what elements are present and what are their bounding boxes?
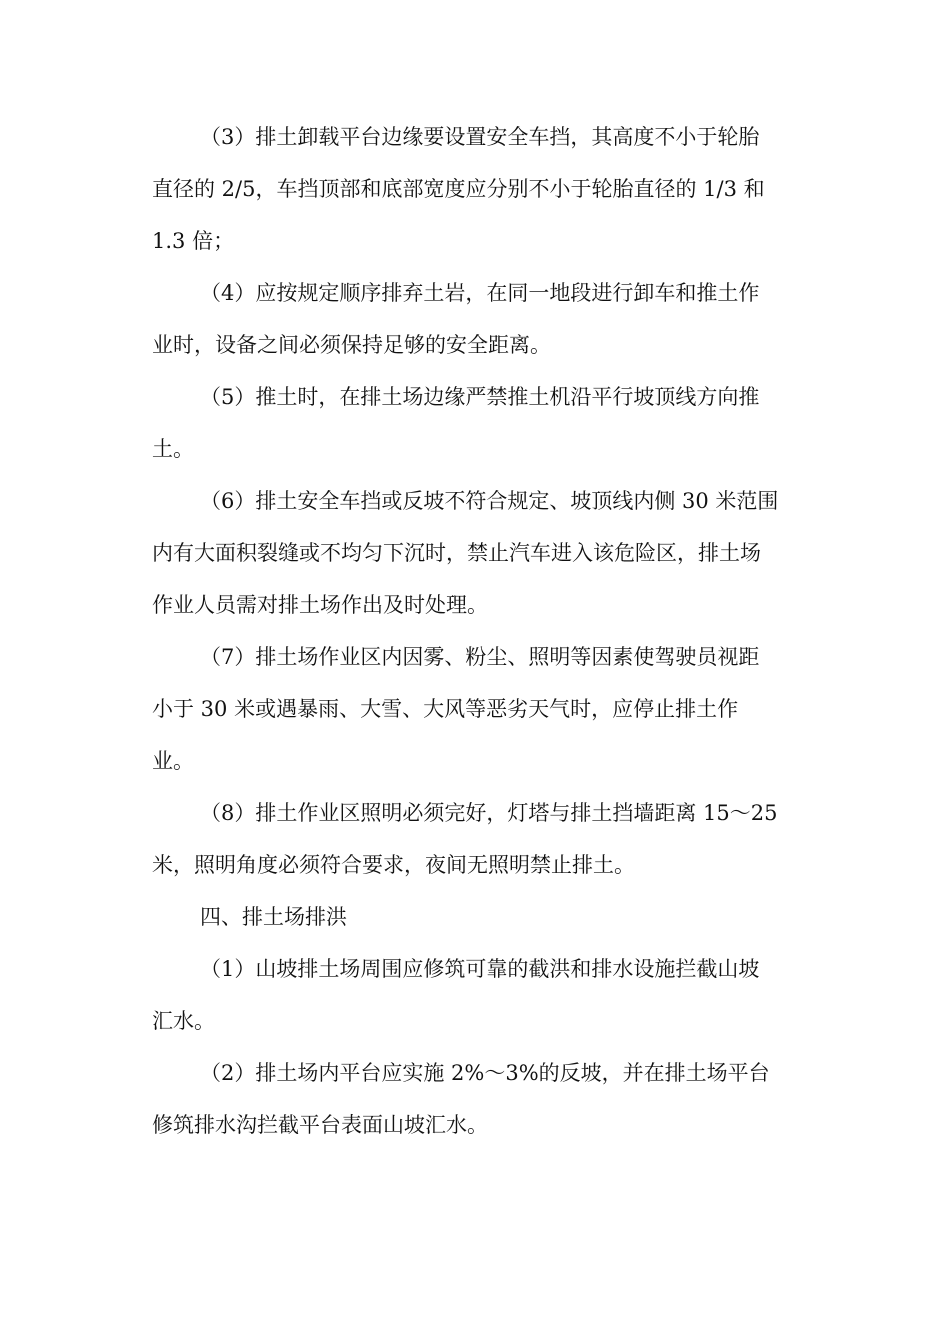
section-heading: 四、排土场排洪 [200,905,347,929]
paragraph-5-line-2: 土。 [152,437,194,461]
paragraph-6-line-2: 内有大面积裂缝或不均匀下沉时，禁止汽车进入该危险区，排土场 [152,541,761,565]
paragraph-3-line-3: 1.3 倍； [152,229,235,253]
paragraph-4-line-1: （4）应按规定顺序排弃土岩，在同一地段进行卸车和推土作 [200,281,760,305]
paragraph-3-line-1: （3）排土卸载平台边缘要设置安全车挡，其高度不小于轮胎 [200,125,760,149]
flood-paragraph-2-line-1: （2）排土场内平台应实施 2%～3%的反坡，并在排土场平台 [200,1061,770,1085]
paragraph-7-line-3: 业。 [152,749,194,773]
flood-paragraph-1-line-2: 汇水。 [152,1009,215,1033]
paragraph-8-line-2: 米，照明角度必须符合要求，夜间无照明禁止排土。 [152,853,635,877]
flood-paragraph-1-line-1: （1）山坡排土场周围应修筑可靠的截洪和排水设施拦截山坡 [200,957,760,981]
paragraph-6-line-1: （6）排土安全车挡或反坡不符合规定、坡顶线内侧 30 米范围 [200,489,779,513]
paragraph-7-line-2: 小于 30 米或遇暴雨、大雪、大风等恶劣天气时，应停止排土作 [152,697,739,721]
paragraph-7-line-1: （7）排土场作业区内因雾、粉尘、照明等因素使驾驶员视距 [200,645,760,669]
paragraph-3-line-2: 直径的 2/5，车挡顶部和底部宽度应分别不小于轮胎直径的 1/3 和 [152,177,765,201]
paragraph-4-line-2: 业时，设备之间必须保持足够的安全距离。 [152,333,551,357]
flood-paragraph-2-line-2: 修筑排水沟拦截平台表面山坡汇水。 [152,1113,488,1137]
paragraph-8-line-1: （8）排土作业区照明必须完好，灯塔与排土挡墙距离 15～25 [200,801,778,825]
paragraph-6-line-3: 作业人员需对排土场作出及时处理。 [152,593,488,617]
paragraph-5-line-1: （5）推土时，在排土场边缘严禁推土机沿平行坡顶线方向推 [200,385,760,409]
